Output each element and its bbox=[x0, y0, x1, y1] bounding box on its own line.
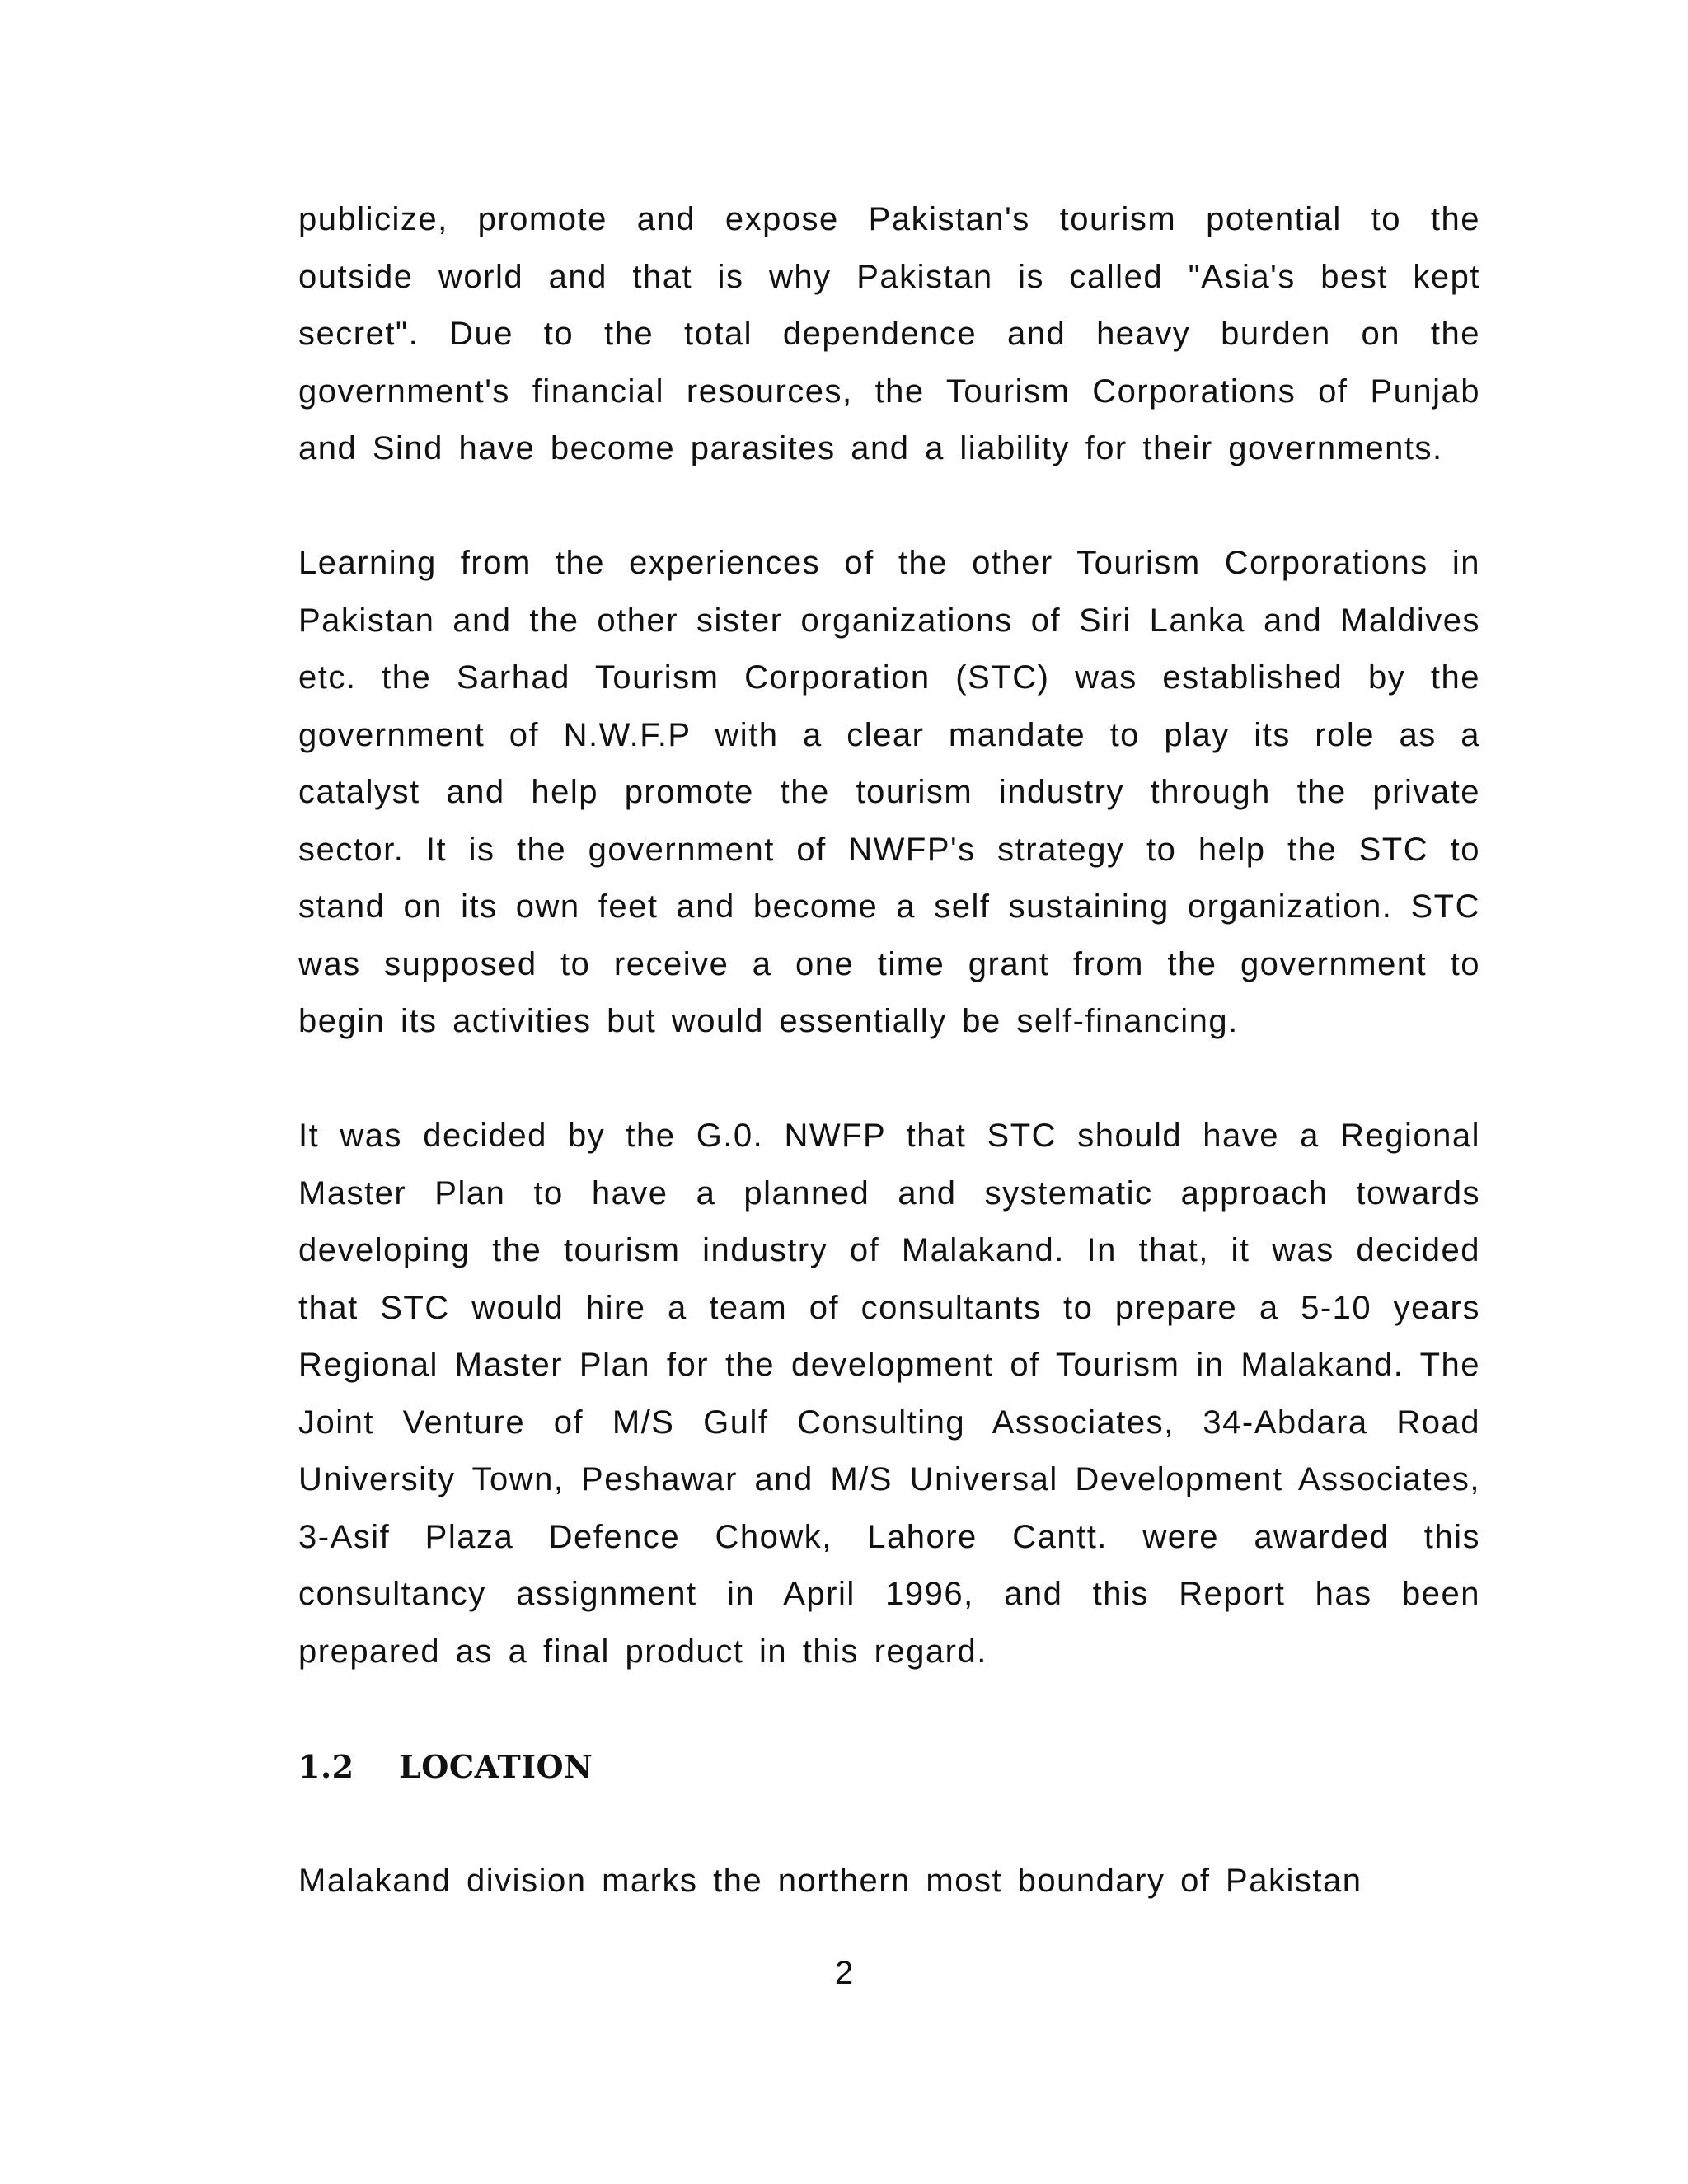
paragraph-tourism-potential: publicize, promote and expose Pakistan's tourism potential to the outside world and that is why Pakistan is called "Asia's best kept secret". Due to the total dependence and heavy burden on the government's financial resources, the Tourism Corporations of Punjab and Sind have become parasites and a liability for their governments. bbox=[298, 201, 1480, 466]
section-heading bbox=[298, 1738, 1480, 1796]
paragraph-gap bbox=[298, 478, 1480, 536]
page-number: 2 bbox=[834, 1955, 854, 1991]
paragraph-stc-establishment: Learning from the experiences of the other Tourism Corporations in Pakistan and the other sister organizations of Siri Lanka and Maldives etc. the Sarhad Tourism Corporation (STC) was established by the government of N.W.F.P with a clear mandate to play its role as a catalyst and help promote the tourism industry through the private sector. It is the government of NWFP's strategy to help the STC to stand on its own feet and become a self sustaining organization. STC was supposed to receive a one time grant from the government to begin its activities but would essentially be self-financing. bbox=[298, 545, 1480, 1039]
section-number: 1.2 bbox=[298, 1747, 354, 1785]
section-title: LOCATION bbox=[399, 1747, 593, 1785]
paragraph-gap bbox=[298, 1051, 1480, 1108]
paragraph-master-plan: It was decided by the G.0. NWFP that STC should have a Regional Master Plan to have a planned and systematic approach towards developing the tourism industry of Malakand. In that, it was decided that STC would hire a team of consultants to prepare a 5-10 years Regional Master Plan for the development of Tourism in Malakand. The Joint Venture of M/S Gulf Consulting Associates, 34-Abdara Road University Town, Peshawar and M/S Universal Development Associates, 3-Asif Plaza Defence Chowk, Lahore Cantt. were awarded this consultancy assignment in April 1996, and this Report has been prepared as a final product in this regard. bbox=[298, 1118, 1480, 1670]
paragraph-gap bbox=[298, 1680, 1480, 1738]
page-body bbox=[298, 191, 1480, 1910]
paragraph-gap bbox=[298, 1795, 1480, 1853]
paragraph-location: Malakand division marks the northern most boundary of Pakistan bbox=[298, 1862, 1362, 1899]
